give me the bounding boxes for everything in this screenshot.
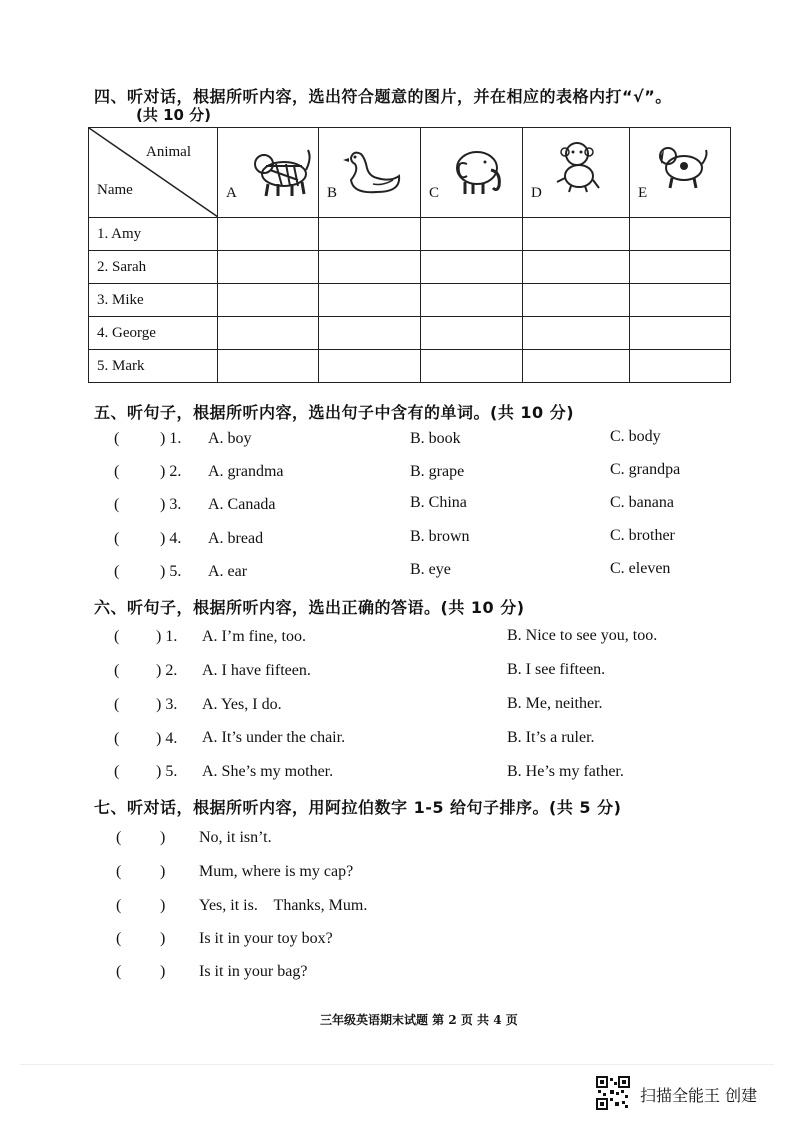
answer-cell[interactable]: [218, 251, 319, 284]
option-a: A. She’s my mother.: [202, 763, 334, 780]
answer-cell[interactable]: [630, 251, 731, 284]
order-paren-open[interactable]: (: [116, 829, 122, 846]
option-a: A. I’m fine, too.: [202, 628, 306, 645]
option-a: A. bread: [208, 530, 264, 547]
item-number: ) 2.: [160, 463, 182, 480]
section-4-score: (共 10 分): [136, 106, 212, 124]
answer-cell[interactable]: [421, 251, 523, 284]
scanner-watermark: 扫描全能王 创建: [640, 1086, 758, 1105]
answer-paren[interactable]: (: [114, 563, 120, 580]
item-number: ) 4.: [160, 530, 182, 547]
section-5-title: 五、听句子，根据所听内容，选出句子中含有的单词。(共 10 分): [94, 403, 575, 422]
duck-icon: [343, 146, 405, 196]
answer-paren[interactable]: (: [114, 463, 120, 480]
order-paren-close: ): [160, 897, 166, 914]
answer-paren[interactable]: (: [114, 763, 120, 780]
item-number: ) 3.: [160, 496, 182, 513]
order-paren-close: ): [160, 863, 166, 880]
answer-cell[interactable]: [218, 218, 319, 251]
answer-paren[interactable]: (: [114, 496, 120, 513]
column-a: [218, 128, 319, 218]
column-letter: E: [638, 185, 648, 201]
answer-cell[interactable]: [630, 218, 731, 251]
item-number: ) 4.: [156, 730, 178, 747]
option-a: A. ear: [208, 563, 248, 580]
answer-cell[interactable]: [319, 284, 421, 317]
page-footer: 三年级英语期末试题 第 2 页 共 4 页: [320, 1013, 518, 1027]
header-animal: Animal: [146, 144, 191, 160]
sentence: Yes, it is. Thanks, Mum.: [199, 897, 368, 914]
option-b: B. Nice to see you, too.: [507, 627, 658, 644]
answer-cell[interactable]: [421, 317, 523, 350]
column-letter: A: [226, 185, 237, 201]
answer-cell[interactable]: [421, 218, 523, 251]
table-row: [89, 218, 731, 251]
option-c: C. eleven: [610, 560, 671, 577]
sentence: Is it in your bag?: [199, 963, 308, 980]
item-number: ) 5.: [156, 763, 178, 780]
option-b: B. China: [410, 494, 467, 511]
section-7-title: 七、听对话，根据所听内容，用阿拉伯数字 1-5 给句子排序。(共 5 分): [94, 798, 622, 817]
order-paren-open[interactable]: (: [116, 863, 122, 880]
item-number: ) 3.: [156, 696, 178, 713]
option-a: A. Canada: [208, 496, 276, 513]
table-row: [89, 251, 731, 284]
sentence: Is it in your toy box?: [199, 930, 333, 947]
item-number: ) 2.: [156, 662, 178, 679]
student-name: 4. George: [89, 317, 218, 350]
answer-paren[interactable]: (: [114, 730, 120, 747]
answer-cell[interactable]: [523, 350, 630, 383]
item-number: ) 1.: [156, 628, 178, 645]
dog-icon: [654, 144, 710, 192]
table-row: [89, 350, 731, 383]
option-b: B. Me, neither.: [507, 695, 603, 712]
monkey-icon: [549, 138, 605, 194]
section-4-title: 四、听对话，根据所听内容，选出符合题意的图片，并在相应的表格内打“√”。: [94, 87, 672, 106]
option-c: C. brother: [610, 527, 675, 544]
option-a: A. Yes, I do.: [202, 696, 282, 713]
option-b: B. eye: [410, 561, 451, 578]
column-e: [630, 128, 731, 218]
order-paren-close: ): [160, 829, 166, 846]
answer-cell[interactable]: [319, 251, 421, 284]
answer-cell[interactable]: [421, 284, 523, 317]
diagonal-line: [89, 128, 218, 217]
section-6-title: 六、听句子，根据所听内容，选出正确的答语。(共 10 分): [94, 598, 525, 617]
option-b: B. I see fifteen.: [507, 661, 606, 678]
answer-cell[interactable]: [523, 317, 630, 350]
column-letter: C: [429, 185, 440, 201]
answer-cell[interactable]: [218, 350, 319, 383]
option-b: B. book: [410, 430, 461, 447]
sentence: No, it isn’t.: [199, 829, 272, 846]
answer-paren[interactable]: (: [114, 662, 120, 679]
option-b: B. grape: [410, 463, 465, 480]
option-a: A. grandma: [208, 463, 284, 480]
column-c: [421, 128, 523, 218]
column-letter: B: [327, 185, 338, 201]
diagonal-header-cell: [89, 128, 218, 218]
option-a: A. boy: [208, 430, 252, 447]
table-row: [89, 317, 731, 350]
order-paren-open[interactable]: (: [116, 930, 122, 947]
divider: [20, 1064, 774, 1065]
answer-cell[interactable]: [523, 251, 630, 284]
sentence: Mum, where is my cap?: [199, 863, 354, 880]
column-d: [523, 128, 630, 218]
answer-cell[interactable]: [630, 317, 731, 350]
column-b: [319, 128, 421, 218]
header-name: Name: [97, 182, 133, 198]
option-b: B. He’s my father.: [507, 763, 624, 780]
item-number: ) 5.: [160, 563, 182, 580]
student-name: 3. Mike: [89, 284, 218, 317]
answer-cell[interactable]: [319, 317, 421, 350]
answer-paren[interactable]: (: [114, 696, 120, 713]
student-name: 2. Sarah: [89, 251, 218, 284]
answer-cell[interactable]: [630, 284, 731, 317]
table-row: [89, 284, 731, 317]
tiger-icon: [252, 140, 312, 200]
option-b: B. brown: [410, 528, 470, 545]
option-a: A. I have fifteen.: [202, 662, 311, 679]
order-paren-open[interactable]: (: [116, 897, 122, 914]
answer-cell[interactable]: [523, 218, 630, 251]
answer-cell[interactable]: [319, 218, 421, 251]
option-a: A. It’s under the chair.: [202, 729, 346, 746]
option-c: C. grandpa: [610, 461, 681, 478]
answer-cell[interactable]: [421, 350, 523, 383]
answer-paren[interactable]: (: [114, 628, 120, 645]
order-paren-open[interactable]: (: [116, 963, 122, 980]
animal-name-table: [88, 127, 731, 383]
answer-cell[interactable]: [630, 350, 731, 383]
student-name: 5. Mark: [89, 350, 218, 383]
option-c: C. banana: [610, 494, 674, 511]
qr-code-icon: [596, 1076, 630, 1110]
order-paren-close: ): [160, 930, 166, 947]
student-name: 1. Amy: [89, 218, 218, 251]
answer-cell[interactable]: [218, 317, 319, 350]
answer-paren[interactable]: (: [114, 530, 120, 547]
answer-paren[interactable]: (: [114, 430, 120, 447]
option-b: B. It’s a ruler.: [507, 729, 595, 746]
column-letter: D: [531, 185, 542, 201]
answer-cell[interactable]: [319, 350, 421, 383]
option-c: C. body: [610, 428, 661, 445]
answer-cell[interactable]: [218, 284, 319, 317]
order-paren-close: ): [160, 963, 166, 980]
answer-cell[interactable]: [523, 284, 630, 317]
item-number: ) 1.: [160, 430, 182, 447]
elephant-icon: [451, 142, 507, 196]
